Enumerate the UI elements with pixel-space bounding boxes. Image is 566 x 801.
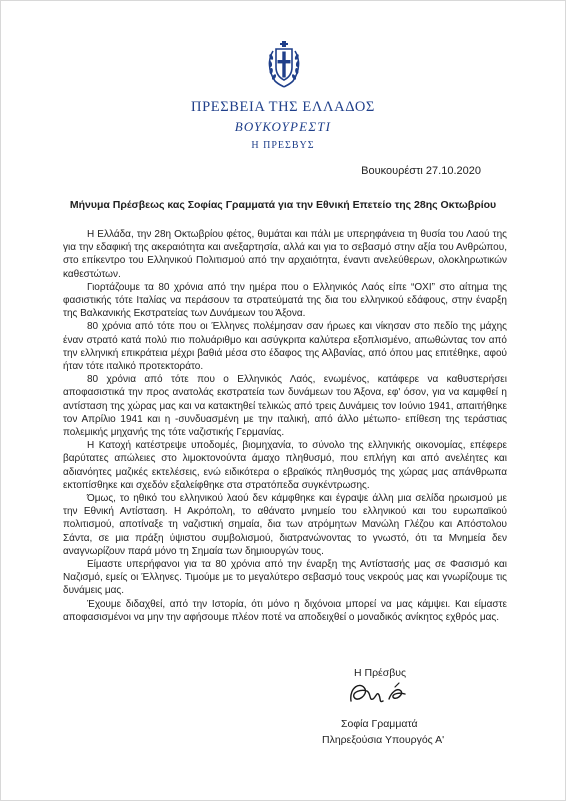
signature-role: Η Πρέσβυς [354,667,407,679]
handwritten-signature [321,677,441,711]
letter-body [63,228,507,624]
letter-date: Βουκουρέστι 27.10.2020 [361,165,481,177]
paragraph: Έχουμε διδαχθεί, από την Ιστορία, ότι μόνο η διχόνοια μπορεί να μας κάμψει. Και είμαστε αποφασισμένοι να μην την αφήσουμε πλέον ποτέ να αποδειχθεί ο μοναδικός ανίκητος εχθρός μας. [63,598,507,623]
paragraph: 80 χρόνια από τότε που οι Έλληνες πολέμησαν σαν ήρωες και νίκησαν στο πεδίο της μάχης έναν στρατό κατά πολύ πιο πολυάριθμο και ασύγκριτα καλύτερα εξοπλισμένο, απωθώντας τον από την ελληνική επικράτεια μέχρι βαθιά μέσα στο έδαφος της Αλβανίας, από όπου μας επιτέθηκε, αφού ήταν τότε ιταλικό προτεκτοράτο. [63,321,507,373]
paragraph: Είμαστε υπερήφανοι για τα 80 χρόνια από την έναρξη της Αντίστασής μας σε Φασισμό και Ναζισμό, εμείς οι Έλληνες. Τιμούμε με το μεγαλύτερο σεβασμό τους νεκρούς μας και γνωρίζουμε τις δυνάμεις μας. [63,559,507,597]
embassy-ambassador-label: Η ΠΡΕΣΒΥΣ [251,140,315,151]
paragraph: Η Ελλάδα, την 28η Οκτωβρίου φέτος, θυμάται και πάλι με υπερηφάνεια τη θυσία του Λαού της για την εδαφική της ακεραιότητα και ανεξαρτησία, αλλά και για το σεβασμό στην αξία του Ανθρώπου, στο επίκεντρο του Ελληνικού Πολιτισμού από την αρχαιότητα, έναντι ανελεύθερων, ολοκληρωτικών καθεστώτων. [63,229,507,280]
paragraph: Γιορτάζουμε τα 80 χρόνια από την ημέρα που ο Ελληνικός Λαός είπε “ΟΧΙ” στο αίτημα της φασιστικής τότε Ιταλίας να περάσουν τα στρατεύματά της δια του ελληνικού εδάφους, στην έναρξη της Βαλκανικής Εκστρατείας των Δυνάμεων του Άξονα. [63,281,507,320]
paragraph: 80 χρόνια από τότε που ο Ελληνικός Λαός, ενωμένος, κατάφερε να καθυστερήσει αποφασιστικά την προς ανατολάς εκστρατεία των δυνάμεων του Άξονα, εφ' όσον, για να καμφθεί η αντίσταση της χώρας μας και να κατακτηθεί τελικώς από τρεις Δυνάμεις τον Ιούνιο 1941, απαιτήθηκε τον Απρίλιο 1941 και η -συνδυασμένη με την ιταλική, από άλλο μέτωπο- επίθεση της τεράστιας πολεμικής μηχανής της τότε ναζιστικής Γερμανίας. [63,374,507,439]
paragraph: Η Κατοχή κατέστρεψε υποδομές, βιομηχανία, το σύνολο της ελληνικής οικονομίας, επέφερε βαρύτατες απώλειες στο λιμοκτονούντα άμαχο πληθυσμό, που επλήγη και από ανελέητες και αδιανόητες μαζικές εκτελέσεις, ενώ ειδικότερα ο εβραϊκός πληθυσμός της χώρας μας απάνθρωπα εκτοπίσθηκε και σχεδόν εξαλείφθηκε στα στρατόπεδα συγκέντρωσης. [63,440,507,491]
signatory-name: Σοφία Γραμματά [341,718,418,730]
greek-coat-of-arms-icon [267,37,301,89]
signatory-title: Πληρεξούσια Υπουργός Α' [322,734,445,746]
embassy-city: ΒΟΥΚΟΥΡΕΣΤΙ [234,119,332,134]
letter-title: Μήνυμα Πρέσβεως κας Σοφίας Γραμματά για την Εθνική Επετείο της 28ης Οκτωβρίου [69,199,497,211]
embassy-name: ΠΡΕΣΒΕΙΑ ΤΗΣ ΕΛΛΑΔΟΣ [191,99,375,115]
paragraph: Όμως, το ηθικό του ελληνικού λαού δεν κάμφθηκε και έγραψε άλλη μια σελίδα ηρωισμού με την Εθνική Αντίσταση. Η Ακρόπολη, το αθάνατο μνημείο του ελληνικού και του ευρωπαϊκού πολιτισμού, αποτίναξε τη ναζιστική σημαία, δια των ατρόμητων Μανώλη Γλέζου και Απόστολου Σάντα, σε μια πράξη ύψιστου συμβολισμού, διατρανώνοντας το γνωστό, ότι τα Μνημεία δεν αναγνωρίζουν παρά μόνο τη Σημαία των δημιουργών τους. [63,493,507,557]
